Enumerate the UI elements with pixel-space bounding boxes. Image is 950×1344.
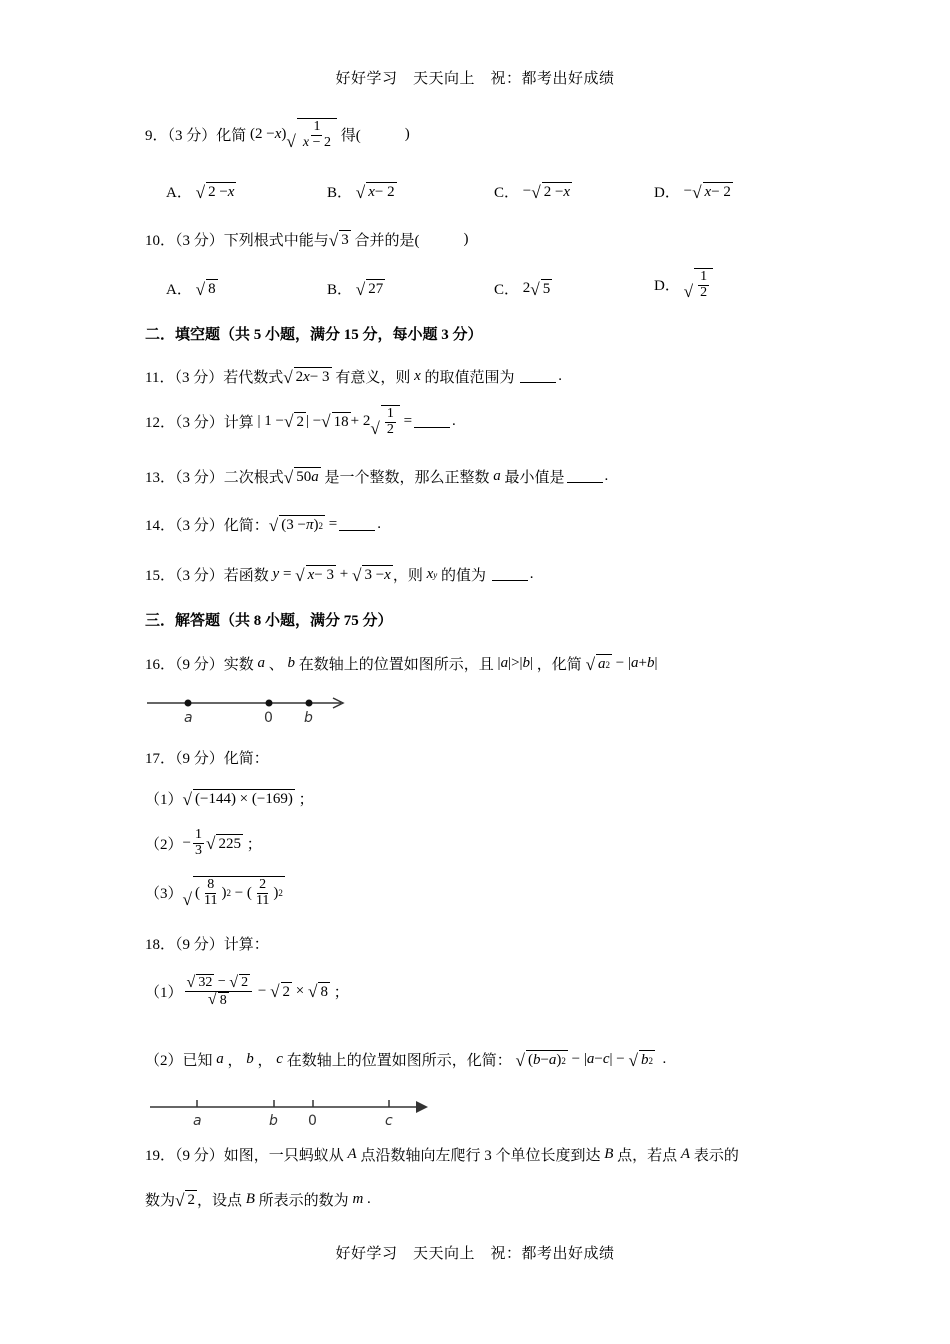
question-17-title: 17．（9 分）化简： [145, 751, 269, 767]
q9-option-d[interactable]: D． − √ x − 2 [654, 182, 731, 202]
answer-blank[interactable] [339, 518, 375, 531]
q15-text-c: 的值为 [441, 568, 487, 584]
q15-text-b: ，则 [392, 568, 423, 584]
q17-part-2: （2） − $\frac{1}{3}$ √ 225 ； [145, 827, 262, 858]
q14-text-a: 14．（3 分）化简： [145, 518, 269, 534]
option-label: B． [327, 185, 353, 201]
q16-text-b: 在数轴上的位置如图所示，且 [298, 657, 494, 673]
q9-option-a[interactable]: A． √ 2 − x [166, 182, 235, 202]
answer-blank[interactable] [492, 568, 528, 581]
q10-option-d[interactable]: D． √ $\frac{1}{2}$ [654, 268, 713, 300]
label-b: b [269, 1113, 278, 1129]
page-header: 好好学习 天天向上 祝：都考出好成绩 [335, 71, 615, 87]
option-label: A． [166, 185, 192, 201]
q9-close: ) [404, 125, 410, 142]
label-zero: 0 [264, 710, 273, 726]
question-14: 14．（3 分）化简： √ (3 − π ) 2 = . [145, 515, 381, 535]
section-3-title: 三．解答题（共 8 小题，满分 75 分） [145, 613, 393, 629]
q10-number: 10．（3 分）下列根式中能与 [145, 233, 329, 249]
q18-part-1: （1） √ 32 − √ 2 √ 8 − √ 2 × √ 8 ； [145, 973, 349, 1009]
q19-text-e: 数为 [145, 1193, 176, 1209]
question-19-line-2: 数为 √ 2 ，设点 B 所表示的数为 m . [145, 1190, 371, 1210]
q13-text-b: 是一个整数，那么正整数 [324, 470, 490, 486]
q19-text-g: 所表示的数为 [258, 1193, 349, 1209]
q18-text-b: 在数轴上的位置如图所示，化简： [286, 1053, 512, 1069]
question-10 [145, 229, 468, 250]
section-2-title: 二．填空题（共 5 小题，满分 15 分，每小题 3 分） [145, 327, 483, 343]
option-label: A． [166, 282, 192, 298]
q10-option-c[interactable]: C． 2 √ 5 [494, 279, 551, 299]
option-label: D． [654, 277, 680, 294]
q19-text-b: 点沿数轴向左爬行 3 个单位长度到达 [360, 1148, 601, 1164]
part-label: （1） [145, 792, 183, 808]
q10-root3: √ 3 [328, 230, 349, 250]
answer-blank[interactable] [520, 370, 556, 383]
option-label: D． [654, 185, 680, 201]
q12-text-a: 12．（3 分）计算 [145, 414, 254, 431]
label-b: b [304, 710, 313, 726]
part-label: （2） [145, 836, 183, 853]
q16-text-a: 16．（9 分）实数 [145, 657, 254, 673]
label-c: c [385, 1113, 393, 1129]
q19-text-a: 19．（9 分）如图，一只蚂蚁从 [145, 1148, 344, 1164]
q19-text-f: ，设点 [196, 1193, 242, 1209]
part-label: （3） [145, 885, 183, 902]
part-label: （1） [145, 984, 183, 1001]
answer-blank[interactable] [567, 470, 603, 483]
q18-text-a: （2）已知 [145, 1053, 213, 1069]
q11-text-b: 有意义，则 [335, 370, 411, 386]
q10-tail: 合并的是( [354, 233, 420, 249]
q10-option-a[interactable]: A． √ 8 [166, 279, 216, 299]
q17-part-3: （3） √ ( $\frac{8}{11}$ ) 2 − ( $\frac{2}{11}$ ) 2 [145, 877, 283, 910]
question-19-line-1: 19．（9 分）如图，一只蚂蚁从 A 点沿数轴向左爬行 3 个单位长度到达 B 点，若点 A 表示的 [145, 1146, 739, 1164]
q16-text-c: ，化简 [536, 657, 582, 673]
q10-close: ) [463, 231, 469, 247]
q19-text-d: 表示的 [693, 1148, 739, 1164]
question-9 [145, 118, 410, 150]
question-16: 16．（9 分）实数 a 、 b 在数轴上的位置如图所示，且 | a |>| b | ，化简 √ a 2 − | a + b | [145, 654, 658, 674]
question-12: 12．（3 分）计算 | 1 − √ 2 | − √ 18 + 2 √ $\frac{1}{2}$ = . [145, 406, 456, 439]
question-15: 15．（3 分）若函数 y = √ x − 3 + √ 3 − x ，则 x y 的值为 . [145, 565, 534, 585]
point-b [306, 700, 313, 707]
q9-number: 9．（3 分）化简 [145, 127, 247, 144]
q11-text-c: 的取值范围为 [424, 370, 515, 386]
q9-option-b[interactable]: B． √ x − 2 [327, 182, 395, 202]
q9-option-c[interactable]: C． − √ 2 − x [494, 182, 571, 202]
q18-part-2: （2）已知 a ， b ， c 在数轴上的位置如图所示，化简： √ ( b − a ) 2 − | a − c | − √ b 2 . [145, 1050, 667, 1070]
q9-expression: (2 − x ) √ 1 x − 2 [246, 118, 340, 150]
q17-part-1: （1） √ (−144) × (−169) ； [145, 789, 314, 809]
label-a: a [184, 710, 193, 726]
question-13: 13．（3 分）二次根式 √ 50 a 是一个整数，那么正整数 a 最小值是 . [145, 467, 609, 487]
point-origin [266, 700, 273, 707]
q15-text-a: 15．（3 分）若函数 [145, 568, 269, 584]
option-label: C． [494, 185, 520, 201]
label-zero: 0 [308, 1113, 317, 1129]
answer-blank[interactable] [414, 415, 450, 428]
option-label: B． [327, 282, 353, 298]
label-a: a [193, 1113, 202, 1129]
option-label: C． [494, 282, 520, 298]
q19-text-c: 点，若点 [617, 1148, 678, 1164]
point-a [185, 700, 192, 707]
q13-text-c: 最小值是 [504, 470, 565, 486]
q13-text-a: 13．（3 分）二次根式 [145, 470, 284, 486]
page-footer: 好好学习 天天向上 祝：都考出好成绩 [335, 1246, 615, 1262]
question-18-title: 18．（9 分）计算： [145, 937, 269, 953]
q11-text-a: 11．（3 分）若代数式 [145, 370, 284, 386]
number-line-1 [145, 692, 355, 726]
number-line-2 [148, 1096, 438, 1130]
question-11: 11．（3 分）若代数式 √ 2 x − 3 有意义，则 x 的取值范围为 . [145, 367, 563, 387]
q10-option-b[interactable]: B． √ 27 [327, 279, 384, 299]
q9-tail: 得( [340, 127, 361, 144]
